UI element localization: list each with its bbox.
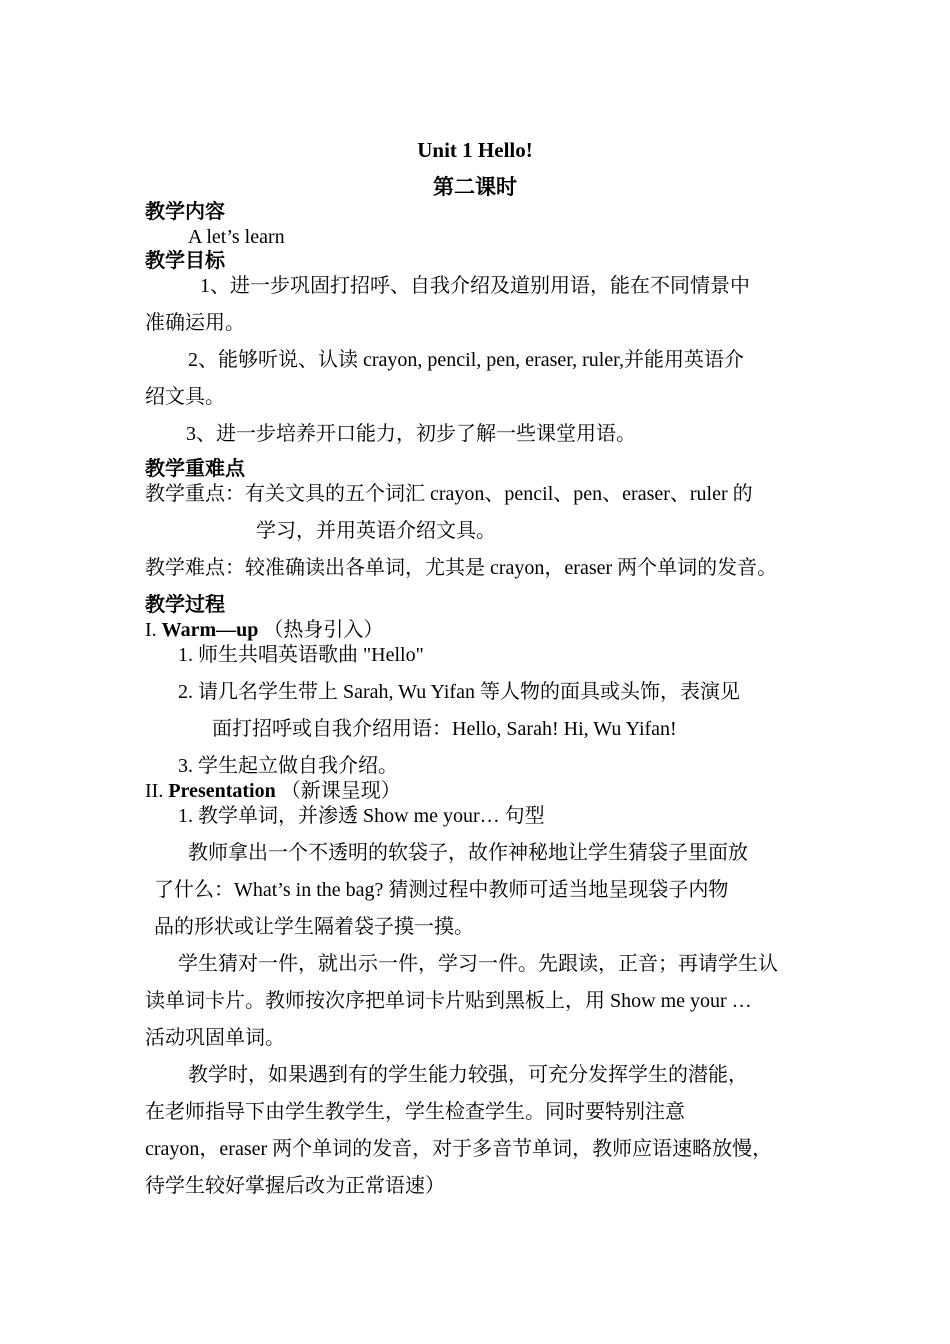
key-points-line-b: 学习，并用英语介绍文具。: [256, 520, 496, 542]
warmup-step-2-b: 面打招呼或自我介绍用语：Hello, Sarah! Hi, Wu Yifan!: [212, 718, 677, 740]
paragraph-3-line-a: 教学时，如果遇到有的学生能力较强，可充分发挥学生的潜能，: [188, 1064, 748, 1086]
document-title: Unit 1 Hello!: [417, 138, 533, 162]
warmup-number: I.: [145, 619, 162, 641]
goal1-line-a: 1、进一步巩固打招呼、自我介绍及道别用语，能在不同情景中: [200, 275, 750, 297]
presentation-heading: [145, 779, 401, 803]
presentation-number: II.: [145, 780, 169, 802]
goals-heading: 教学目标: [145, 250, 225, 272]
paragraph-3-line-c: crayon，eraser 两个单词的发音，对于多音节单词，教师应语速略放慢，: [145, 1138, 773, 1160]
warmup-note: （热身引入）: [258, 619, 384, 641]
presentation-step-1: 1. 教学单词，并渗透 Show me your… 句型: [178, 805, 545, 827]
warmup-heading: [145, 618, 383, 642]
difficult-points-line: 教学难点：较准确读出各单词，尤其是 crayon，eraser 两个单词的发音。: [145, 557, 778, 579]
goal3-line: 3、进一步培养开口能力，初步了解一些课堂用语。: [186, 423, 636, 445]
paragraph-3-line-d: 待学生较好掌握后改为正常语速）: [145, 1175, 445, 1197]
keypoints-heading: 教学重难点: [145, 458, 245, 480]
warmup-title: Warm—up: [161, 619, 259, 641]
paragraph-1-line-a: 教师拿出一个不透明的软袋子，故作神秘地让学生猜袋子里面放: [188, 842, 748, 864]
warmup-step-2-a: 2. 请几名学生带上 Sarah, Wu Yifan 等人物的面具或头饰，表演见: [178, 681, 740, 703]
warmup-step-3: 3. 学生起立做自我介绍。: [178, 755, 398, 777]
process-heading: 教学过程: [145, 594, 225, 616]
goal2-line-b: 绍文具。: [145, 386, 225, 408]
goal2-line-a: 2、能够听说、认读 crayon, pencil, pen, eraser, ruler,并能用英语介: [188, 349, 745, 371]
paragraph-1-line-c: 品的形状或让学生隔着袋子摸一摸。: [154, 916, 474, 938]
presentation-title: Presentation: [168, 780, 276, 802]
warmup-step-1: 1. 师生共唱英语歌曲 "Hello": [178, 644, 424, 666]
paragraph-2-line-b: 读单词卡片。教师按次序把单词卡片贴到黑板上，用 Show me your …: [145, 990, 752, 1012]
content-heading: 教学内容: [145, 201, 225, 223]
paragraph-2-line-a: 学生猜对一件，就出示一件，学习一件。先跟读，正音；再请学生认: [178, 953, 778, 975]
key-points-line-a: 教学重点：有关文具的五个词汇 crayon、pencil、pen、eraser、ruler 的: [145, 483, 753, 505]
lesson-subtitle: 第二课时: [433, 175, 517, 199]
paragraph-2-line-c: 活动巩固单词。: [145, 1027, 285, 1049]
paragraph-1-line-b: 了什么：What’s in the bag? 猜测过程中教师可适当地呈现袋子内物: [154, 879, 729, 901]
content-line: A let’s learn: [188, 226, 285, 248]
goal1-line-b: 准确运用。: [145, 312, 245, 334]
presentation-note: （新课呈现）: [275, 780, 401, 802]
paragraph-3-line-b: 在老师指导下由学生教学生，学生检查学生。同时要特别注意: [145, 1101, 685, 1123]
